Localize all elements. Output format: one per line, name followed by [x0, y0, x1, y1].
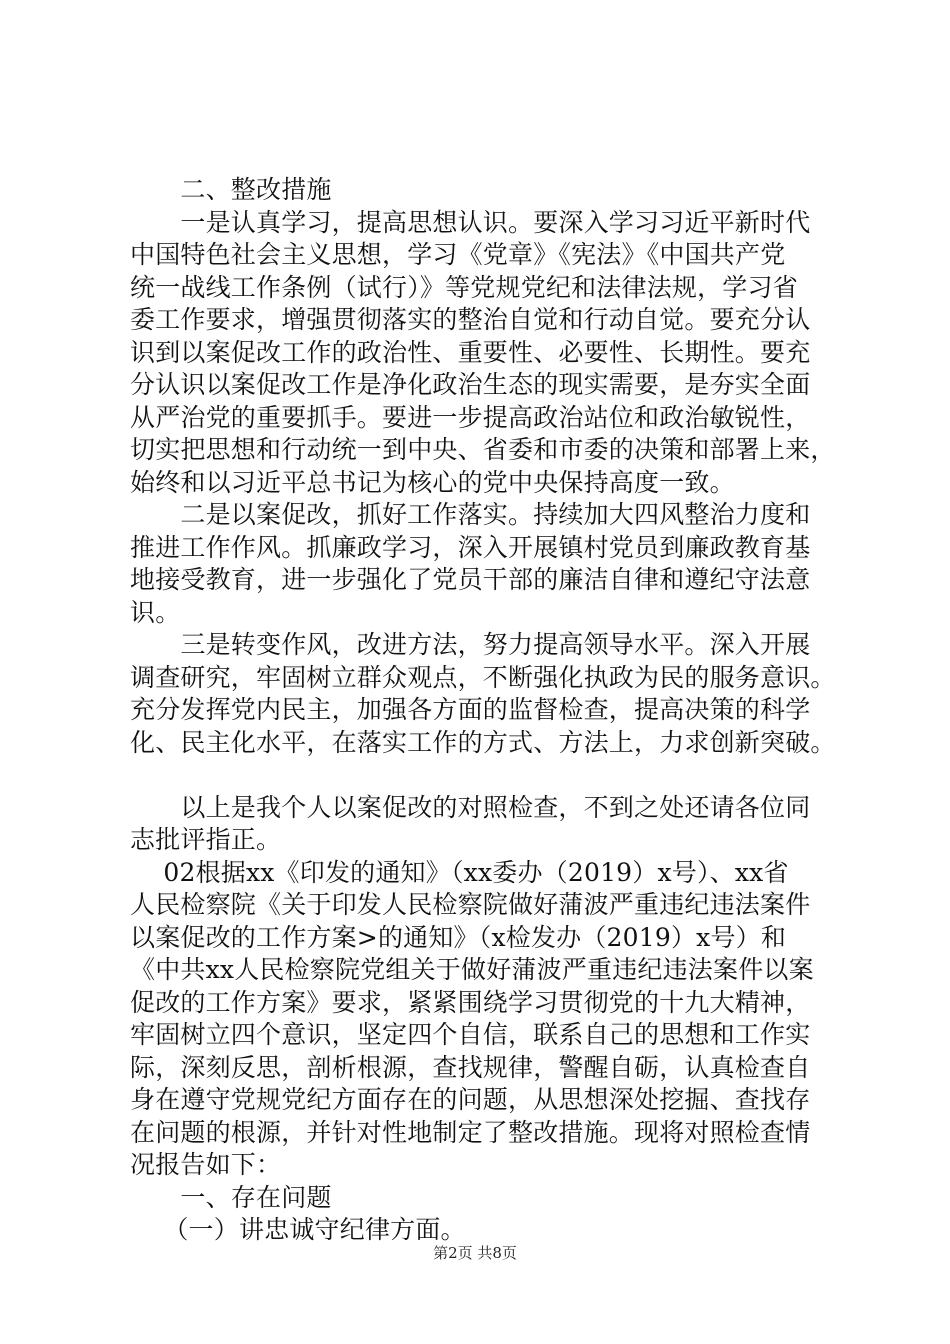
section-heading: 一、存在问题: [130, 1182, 332, 1212]
paragraph-line: 中国特色社会主义思想，学习《党章》《宪法》《中国共产党: [130, 240, 786, 269]
paragraph-line: 牢固树立四个意识，坚定四个自信，联系自己的思想和工作实: [130, 1020, 811, 1049]
paragraph-line: 委工作要求，增强贯彻落实的整治自觉和行动自觉。要充分认: [130, 305, 811, 334]
paragraph-line: 识到以案促改工作的政治性、重要性、必要性、长期性。要充: [130, 337, 811, 367]
paragraph-line: 统一战线工作条例（试行）》等党规党纪和法律法规，学习省: [130, 272, 798, 302]
paragraph-line: 切实把思想和行动统一到中央、省委和市委的决策和部署上来，: [130, 435, 836, 464]
subsection-heading: （一）讲忠诚守纪律方面。: [130, 1215, 466, 1244]
paragraph-line: 识。: [130, 597, 181, 627]
section-heading: 二、整改措施: [130, 175, 332, 204]
paragraph-line: 以上是我个人以案促改的对照检查，不到之处还请各位同: [130, 792, 811, 822]
paragraph-line: 始终和以习近平总书记为核心的党中央保持高度一致。: [130, 467, 735, 497]
paragraph-line: 人民检察院《关于印发人民检察院做好蒲波严重违纪违法案件: [130, 890, 811, 919]
document-body: [130, 174, 836, 1247]
paragraph-line: 一是认真学习，提高思想认识。要深入学习习近平新时代: [130, 207, 811, 237]
paragraph-line: 分认识以案促改工作是净化政治生态的现实需要，是夯实全面: [130, 370, 811, 399]
paragraph-line: 际，深刻反思，剖析根源，查找规律，警醒自砺，认真检查自: [130, 1052, 811, 1082]
paragraph-line: 身在遵守党规党纪方面存在的问题，从思想深处挖掘、查找存: [130, 1085, 811, 1114]
paragraph-line: 调查研究，牢固树立群众观点，不断强化执政为民的服务意识。: [130, 662, 836, 692]
paragraph-line: 志批评指正。: [130, 825, 282, 854]
paragraph-line: 化、民主化水平，在落实工作的方式、方法上，力求创新突破。: [130, 727, 836, 757]
page-number-footer: 第2页 共8页: [433, 1244, 517, 1262]
paragraph-line: 三是转变作风，改进方法，努力提高领导水平。深入开展: [130, 630, 811, 659]
paragraph-line: 从严治党的重要抓手。要进一步提高政治站位和政治敏锐性，: [130, 402, 811, 432]
paragraph-line: 02根据xx《印发的通知》（xx委办（2019）x号）、xx省: [130, 857, 789, 887]
paragraph-line: 充分发挥党内民主，加强各方面的监督检查，提高决策的科学: [130, 695, 811, 724]
paragraph-line: 地接受教育，进一步强化了党员干部的廉洁自律和遵纪守法意: [130, 565, 811, 594]
paragraph-line: 促改的工作方案》要求，紧紧围绕学习贯彻党的十九大精神，: [130, 987, 811, 1017]
blank-line: [130, 759, 830, 792]
paragraph-line: 二是以案促改，抓好工作落实。持续加大四风整治力度和: [130, 500, 811, 529]
paragraph-line: 况报告如下：: [130, 1150, 282, 1179]
paragraph-line: 在问题的根源，并针对性地制定了整改措施。现将对照检查情: [130, 1117, 811, 1147]
paragraph-line: 推进工作作风。抓廉政学习，深入开展镇村党员到廉政教育基: [130, 532, 811, 562]
paragraph-line: 《中共xx人民检察院党组关于做好蒲波严重违纪违法案件以案: [130, 955, 814, 984]
paragraph-line: 以案促改的工作方案>的通知》（x检发办（2019）x号）和: [130, 922, 787, 952]
